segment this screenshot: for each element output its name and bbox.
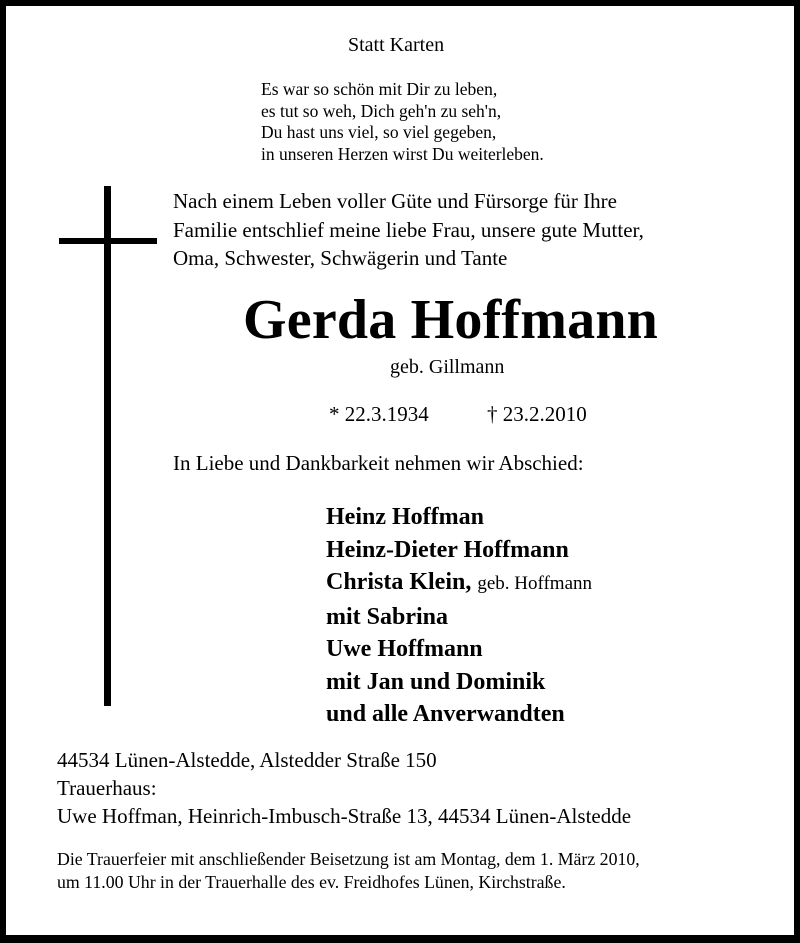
mourner-line xyxy=(326,633,592,666)
mourner-name: Heinz Hoffman xyxy=(326,504,484,530)
address-line: 44534 Lünen-Alstedde, Alstedder Straße 150 xyxy=(57,748,437,772)
mourner-line xyxy=(326,601,592,634)
address-block xyxy=(57,746,631,830)
mourners-list xyxy=(326,501,592,731)
intro-text xyxy=(173,187,644,273)
address-line: Trauerhaus: xyxy=(57,776,157,800)
farewell-text: In Liebe und Dankbarkeit nehmen wir Abschied: xyxy=(173,451,584,475)
poem-line: Es war so schön mit Dir zu leben, xyxy=(261,79,498,99)
poem-line: es tut so weh, Dich geh'n zu seh'n, xyxy=(261,100,502,121)
deceased-name: Gerda Hoffmann xyxy=(243,289,659,351)
cross-vertical-bar xyxy=(104,186,111,706)
mourner-line xyxy=(326,666,592,699)
mourner-name: Christa Klein, xyxy=(326,569,472,595)
mourner-name: und alle Anverwandten xyxy=(326,701,565,727)
mourner-line xyxy=(326,501,592,534)
mourner-name: Uwe Hoffmann xyxy=(326,636,483,662)
intro-line: Oma, Schwester, Schwägerin und Tante xyxy=(173,246,508,270)
intro-line: Nach einem Leben voller Güte und Fürsorge für Ihre xyxy=(173,189,617,213)
maiden-name: geb. Gillmann xyxy=(390,356,505,378)
poem-line: Du hast uns viel, so viel gegeben, xyxy=(261,122,497,142)
cross-horizontal-bar xyxy=(59,238,157,244)
mourner-line xyxy=(326,534,592,567)
birth-date: * 22.3.1934 xyxy=(329,402,429,426)
poem-line: in unseren Herzen wirst Du weiterleben. xyxy=(261,143,544,164)
death-date: † 23.2.2010 xyxy=(487,402,587,426)
address-line: Uwe Hoffman, Heinrich-Imbusch-Straße 13, 44534 Lünen-Alstedde xyxy=(57,804,632,828)
mourner-name: mit Sabrina xyxy=(326,603,449,630)
mourner-name: Heinz-Dieter Hoffmann xyxy=(326,536,569,563)
funeral-line: Die Trauerfeier mit anschließender Beisetzung ist am Montag, dem 1. März 2010, xyxy=(57,849,640,869)
funeral-line: um 11.00 Uhr in der Trauerhalle des ev. Freidhofes Lünen, Kirchstraße. xyxy=(57,872,566,892)
poem xyxy=(261,79,544,165)
mourner-line xyxy=(326,566,592,601)
mourner-name: mit Jan und Dominik xyxy=(326,668,546,695)
mourner-note: geb. Hoffmann xyxy=(477,573,593,594)
intro-line: Familie entschlief meine liebe Frau, unsere gute Mutter, xyxy=(173,217,644,242)
notice-heading: Statt Karten xyxy=(348,34,445,56)
funeral-info xyxy=(57,848,640,894)
mourner-line xyxy=(326,698,592,731)
